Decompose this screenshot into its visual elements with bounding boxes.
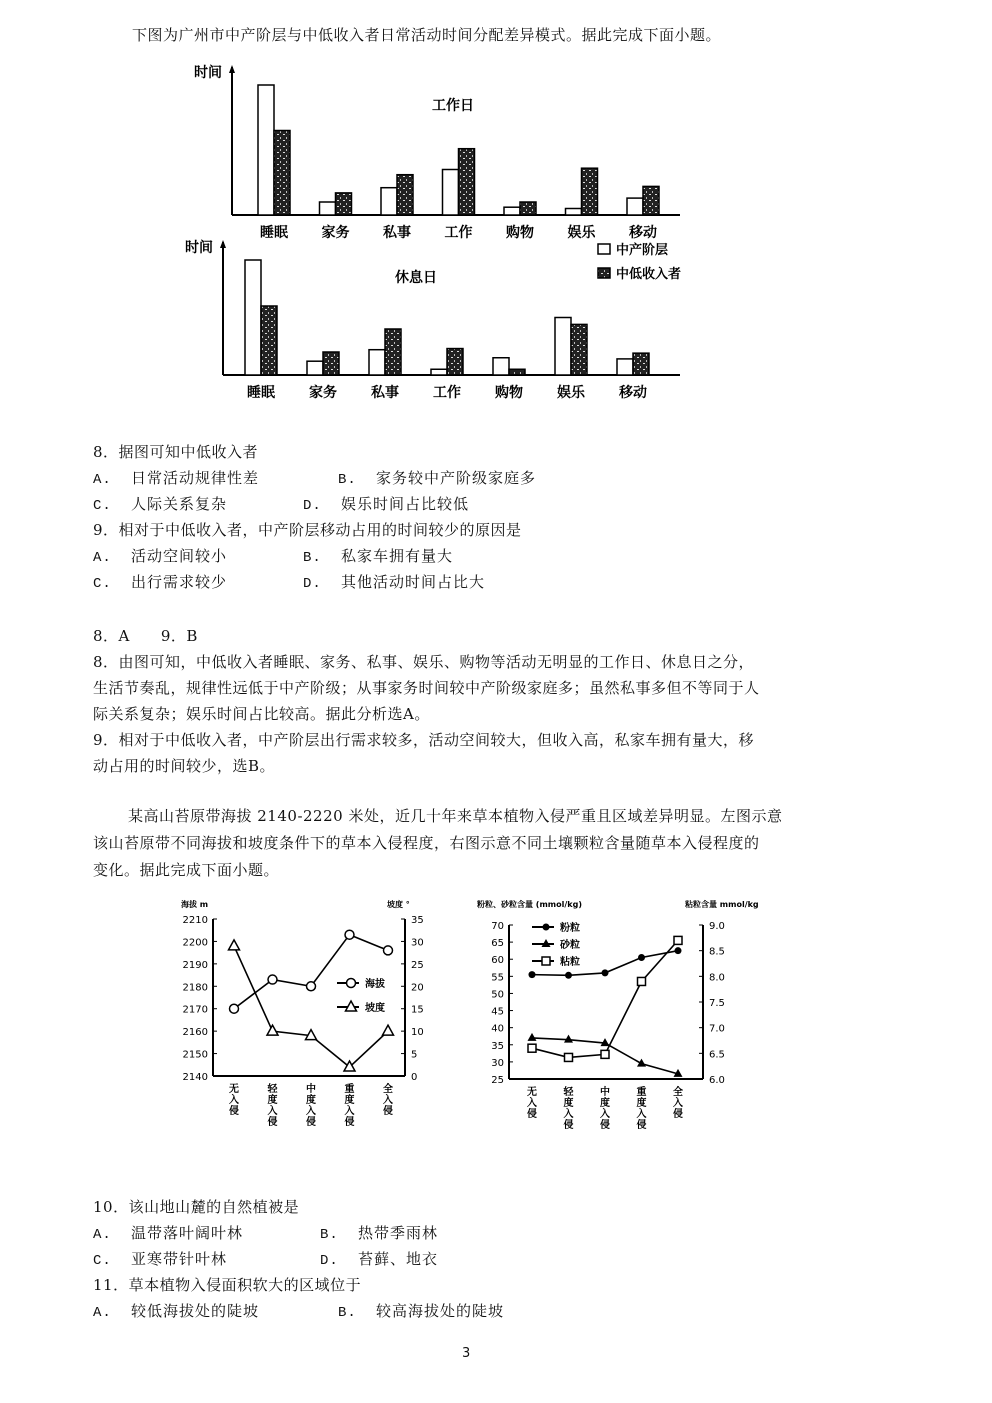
category-label-char: 中 — [306, 1084, 316, 1095]
category-label: 私事 — [371, 385, 399, 401]
option-text: 温带落叶阔叶林 — [131, 1224, 244, 1242]
left-axis-title: 海拔 m — [181, 900, 209, 909]
option-text: 苔藓、地衣 — [358, 1250, 439, 1268]
data-point-坡度 — [229, 940, 240, 950]
data-point-粘粒 — [638, 977, 646, 985]
workday-bar-chart — [180, 55, 700, 245]
option-letter: B. — [320, 1227, 339, 1243]
option-text: 亚寒带针叶林 — [131, 1250, 228, 1268]
intro-text-1: 下图为广州市中产阶层与中低收入者日常活动时间分配差异模式。据此完成下面小题。 — [132, 26, 722, 44]
left-tick-label: 2210 — [182, 915, 208, 926]
q11-option-b[interactable] — [338, 1301, 504, 1323]
bar-low-income — [459, 149, 475, 215]
right-tick-label: 10 — [411, 1027, 424, 1039]
category-label-char: 入 — [306, 1106, 316, 1117]
bar-low-income — [633, 353, 649, 375]
bar-middle-class — [555, 318, 571, 376]
q8-stem: 8．据图可知中低收入者 — [93, 443, 259, 461]
legend-marker-icon — [542, 957, 550, 965]
option-letter: C. — [93, 576, 112, 592]
category-label-char: 入 — [600, 1109, 610, 1120]
category-label-char: 无 — [229, 1084, 239, 1095]
category-label: 娱乐 — [567, 225, 596, 241]
category-label-char: 入 — [344, 1106, 355, 1117]
left-tick-label: 2140 — [182, 1072, 208, 1083]
option-letter: C. — [93, 498, 112, 514]
right-axis-title: 坡度 ° — [387, 900, 410, 909]
category-label: 私事 — [383, 225, 411, 241]
option-letter: A. — [93, 1227, 112, 1243]
right-tick-label: 0 — [411, 1072, 418, 1083]
option-text: 活动空间较小 — [131, 547, 228, 565]
q9-option-d[interactable] — [303, 572, 485, 594]
category-label-char: 重 — [636, 1087, 647, 1098]
left-tick-label: 40 — [491, 1023, 504, 1035]
right-tick-label: 7.0 — [709, 1023, 725, 1035]
category-label-char: 侵 — [563, 1120, 574, 1131]
q8-option-a[interactable] — [93, 468, 259, 490]
right-tick-label: 9.0 — [709, 921, 725, 932]
option-letter: A. — [93, 550, 112, 566]
intro-text-2-line-2: 该山苔原带不同海拔和坡度条件下的草本入侵程度，右图示意不同土壤颗粒含量随草本入侵程度的 — [93, 834, 760, 852]
bar-middle-class — [504, 207, 520, 215]
option-text: 娱乐时间占比较低 — [341, 495, 470, 513]
bar-low-income — [397, 175, 413, 215]
right-tick-label: 6.0 — [709, 1075, 725, 1086]
y-axis-label: 时间 — [194, 65, 222, 81]
category-label: 工作 — [433, 385, 461, 401]
data-point-粉粒 — [602, 969, 609, 976]
option-letter: A. — [93, 472, 112, 488]
right-tick-label: 5 — [411, 1049, 418, 1061]
right-tick-label: 8.0 — [709, 972, 725, 984]
category-label: 购物 — [495, 385, 523, 401]
left-tick-label: 25 — [491, 1075, 504, 1086]
option-text: 私家车拥有量大 — [341, 547, 454, 565]
category-label-char: 入 — [383, 1095, 393, 1106]
right-tick-label: 25 — [411, 959, 424, 971]
legend-label: 坡度 — [365, 1003, 385, 1014]
q8-option-b[interactable] — [338, 468, 536, 490]
altitude-slope-line-chart — [165, 895, 445, 1145]
data-point-砂粒 — [564, 1035, 573, 1043]
y-axis-arrow-icon — [229, 65, 235, 73]
right-tick-label: 8.5 — [709, 946, 725, 958]
category-label-char: 侵 — [344, 1117, 355, 1128]
legend-label: 粘粒 — [560, 957, 580, 968]
option-letter: D. — [303, 498, 322, 514]
left-tick-label: 45 — [491, 1006, 504, 1018]
right-tick-label: 35 — [411, 915, 424, 926]
bar-middle-class — [493, 358, 509, 375]
category-label-char: 侵 — [600, 1120, 610, 1131]
option-text: 其他活动时间占比大 — [341, 573, 486, 591]
data-point-粘粒 — [565, 1053, 573, 1061]
category-label-char: 无 — [527, 1087, 537, 1098]
left-tick-label: 55 — [491, 972, 504, 984]
bar-middle-class — [617, 359, 633, 375]
option-text: 家务较中产阶级家庭多 — [376, 469, 537, 487]
category-label-char: 全 — [673, 1087, 683, 1098]
category-label-char: 入 — [527, 1098, 537, 1109]
bar-middle-class — [258, 85, 274, 215]
explanation-8-line-3: 际关系复杂；娱乐时间占比较高。据此分析选A。 — [93, 705, 430, 723]
legend-label: 海拔 — [365, 979, 385, 990]
bar-middle-class — [431, 369, 447, 375]
explanation-9-line-1: 9．相对于中低收入者，中产阶层出行需求较多，活动空间较大，但收入高，私家车拥有量大，移 — [93, 731, 755, 749]
right-tick-label: 15 — [411, 1004, 424, 1016]
chart-title: 工作日 — [432, 98, 474, 114]
bar-low-income — [323, 352, 339, 375]
legend-label: 中产阶层 — [616, 243, 669, 258]
q10-stem: 10．该山地山麓的自然植被是 — [93, 1198, 300, 1216]
option-text: 日常活动规律性差 — [131, 469, 260, 487]
explanation-8-line-1: 8．由图可知，中低收入者睡眠、家务、私事、娱乐、购物等活动无明显的工作日、休息日之分， — [93, 653, 755, 671]
category-label-char: 度 — [344, 1095, 355, 1106]
option-text: 人际关系复杂 — [131, 495, 228, 513]
y-axis-arrow-icon — [220, 240, 226, 248]
category-label-char: 入 — [229, 1095, 239, 1106]
restday-bar-chart — [180, 230, 780, 410]
bar-low-income — [643, 186, 659, 215]
q8-option-c[interactable] — [93, 494, 227, 516]
q9-stem: 9．相对于中低收入者，中产阶层移动占用的时间较少的原因是 — [93, 521, 522, 539]
chart-title: 休息日 — [395, 270, 437, 286]
data-point-海拔 — [345, 930, 354, 939]
category-label: 娱乐 — [557, 385, 585, 401]
data-point-粘粒 — [601, 1050, 609, 1058]
option-text: 较低海拔处的陡坡 — [131, 1302, 260, 1320]
category-label-char: 入 — [673, 1098, 683, 1109]
soil-particle-line-chart — [470, 895, 790, 1145]
category-label-char: 侵 — [673, 1109, 683, 1120]
page-number: 3 — [462, 1346, 471, 1361]
data-point-粘粒 — [528, 1044, 536, 1052]
data-point-粘粒 — [674, 936, 682, 944]
option-text: 较高海拔处的陡坡 — [376, 1302, 505, 1320]
data-point-坡度 — [383, 1025, 394, 1035]
bar-low-income — [274, 131, 290, 216]
bar-middle-class — [566, 209, 582, 216]
intro-text-2-line-3: 变化。据此完成下面小题。 — [93, 861, 280, 879]
bar-middle-class — [307, 361, 323, 375]
category-label-char: 重 — [344, 1084, 355, 1095]
left-axis-title: 粉粒、砂粒含量 (mmol/kg) — [477, 900, 582, 909]
data-point-粉粒 — [675, 947, 682, 954]
bar-middle-class — [381, 188, 397, 215]
option-text: 出行需求较少 — [131, 573, 228, 591]
category-label-char: 度 — [267, 1095, 278, 1106]
left-tick-label: 60 — [491, 955, 504, 967]
data-point-海拔 — [268, 975, 277, 984]
explanation-8-line-2: 生活节奏乱，规律性远低于中产阶级；从事家务时间较中产阶级家庭多；虽然私事多但不等同于人 — [93, 679, 760, 697]
category-label-char: 侵 — [383, 1106, 393, 1117]
category-label-char: 度 — [563, 1098, 574, 1109]
option-letter: B. — [303, 550, 322, 566]
category-label-char: 中 — [600, 1087, 610, 1098]
option-letter: D. — [303, 576, 322, 592]
category-label-char: 度 — [600, 1098, 610, 1109]
category-label: 睡眠 — [247, 385, 275, 401]
data-point-坡度 — [267, 1025, 278, 1035]
bar-middle-class — [320, 202, 336, 215]
left-tick-label: 2190 — [182, 959, 208, 971]
q11-stem: 11．草本植物入侵面积软大的区域位于 — [93, 1276, 362, 1294]
q8-option-d[interactable] — [303, 494, 469, 516]
bar-low-income — [571, 324, 587, 375]
bar-middle-class — [245, 260, 261, 375]
option-letter: B. — [338, 1305, 357, 1321]
q9-option-a[interactable] — [93, 546, 227, 568]
bar-middle-class — [369, 350, 385, 375]
category-label-char: 度 — [636, 1098, 647, 1109]
bar-low-income — [385, 329, 401, 375]
option-letter: A. — [93, 1305, 112, 1321]
category-label-char: 轻 — [563, 1087, 574, 1098]
category-label: 购物 — [506, 225, 534, 241]
option-letter: D. — [320, 1253, 339, 1269]
q10-option-a[interactable] — [93, 1223, 243, 1245]
right-axis-title: 粘粒含量 mmol/kg — [685, 900, 759, 909]
q9-option-b[interactable] — [303, 546, 453, 568]
legend-label: 粉粒 — [560, 923, 580, 934]
left-tick-label: 50 — [491, 989, 504, 1001]
option-text: 热带季雨林 — [358, 1224, 439, 1242]
legend-label: 中低收入者 — [616, 267, 682, 282]
q9-option-c[interactable] — [93, 572, 227, 594]
left-tick-label: 2160 — [182, 1027, 208, 1039]
bar-low-income — [261, 306, 277, 375]
bar-low-income — [520, 202, 536, 215]
left-tick-label: 2170 — [182, 1004, 208, 1016]
category-label-char: 全 — [383, 1084, 393, 1095]
right-tick-label: 7.5 — [709, 998, 725, 1009]
left-tick-label: 65 — [491, 938, 504, 950]
bar-middle-class — [443, 170, 459, 216]
bar-low-income — [509, 369, 525, 375]
answers-8-9: 8．A 9．B — [93, 627, 198, 645]
category-label: 移动 — [629, 225, 657, 241]
data-point-砂粒 — [528, 1033, 537, 1041]
legend-marker-icon — [543, 924, 550, 931]
q10-option-d[interactable] — [320, 1249, 438, 1271]
category-label: 家务 — [309, 385, 337, 401]
left-tick-label: 70 — [491, 921, 504, 932]
bar-low-income — [582, 168, 598, 215]
y-axis-label: 时间 — [185, 240, 213, 256]
right-tick-label: 6.5 — [709, 1049, 725, 1061]
category-label-char: 侵 — [306, 1117, 316, 1128]
option-letter: C. — [93, 1253, 112, 1269]
data-point-粉粒 — [529, 971, 536, 978]
data-point-海拔 — [307, 982, 316, 991]
q10-option-b[interactable] — [320, 1223, 438, 1245]
category-label-char: 侵 — [527, 1109, 537, 1120]
bar-low-income — [447, 349, 463, 375]
category-label-char: 侵 — [229, 1106, 239, 1117]
category-label-char: 度 — [306, 1095, 316, 1106]
category-label-char: 入 — [563, 1109, 574, 1120]
left-tick-label: 2200 — [182, 937, 208, 949]
data-point-海拔 — [230, 1004, 239, 1013]
left-tick-label: 2150 — [182, 1049, 208, 1061]
category-label: 移动 — [619, 385, 647, 401]
category-label-char: 入 — [636, 1109, 647, 1120]
q11-option-a[interactable] — [93, 1301, 259, 1323]
q10-option-c[interactable] — [93, 1249, 227, 1271]
intro-text-2-line-1: 某高山苔原带海拔 2140-2220 米处，近几十年来草本植物入侵严重且区域差异明显。左图示意 — [128, 807, 783, 825]
explanation-9-line-2: 动占用的时间较少，选B。 — [93, 757, 276, 775]
option-letter: B. — [338, 472, 357, 488]
left-tick-label: 30 — [491, 1057, 504, 1069]
left-tick-label: 2180 — [182, 982, 208, 994]
right-tick-label: 20 — [411, 982, 424, 994]
data-point-海拔 — [384, 946, 393, 955]
legend-label: 砂粒 — [560, 940, 580, 951]
bar-low-income — [336, 193, 352, 215]
legend-marker-icon — [347, 979, 356, 988]
category-label: 睡眠 — [260, 225, 288, 241]
left-tick-label: 35 — [491, 1040, 504, 1052]
category-label-char: 入 — [267, 1106, 278, 1117]
data-point-粉粒 — [638, 954, 645, 961]
category-label-char: 侵 — [636, 1120, 647, 1131]
category-label: 工作 — [444, 225, 473, 241]
legend-swatch-middle-class — [598, 244, 610, 254]
category-label-char: 轻 — [267, 1084, 278, 1095]
category-label: 家务 — [321, 225, 350, 241]
legend-swatch-low-income — [598, 268, 610, 278]
bar-middle-class — [627, 198, 643, 215]
category-label-char: 侵 — [267, 1117, 278, 1128]
data-point-粉粒 — [565, 972, 572, 979]
right-tick-label: 30 — [411, 937, 424, 949]
